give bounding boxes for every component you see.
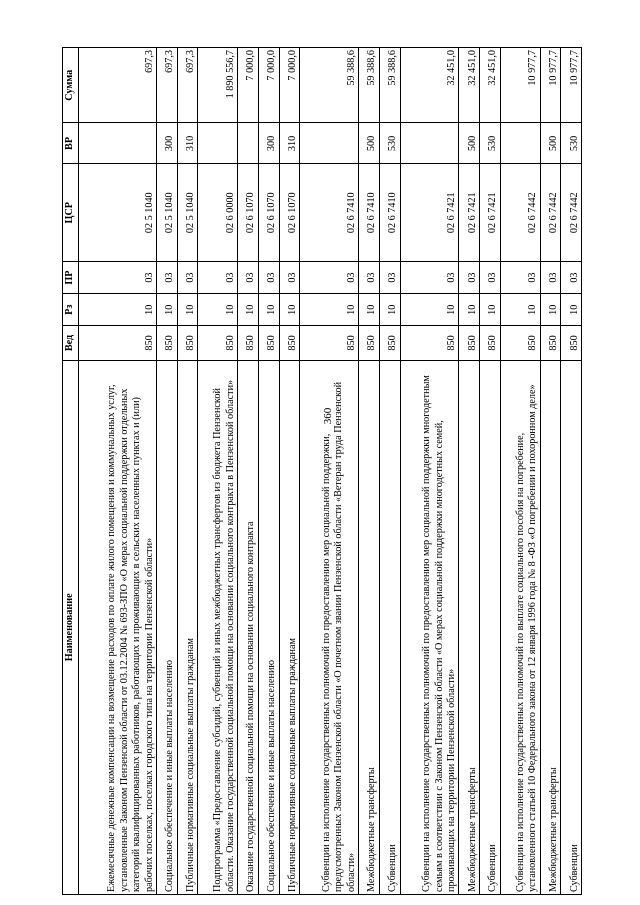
cell-ved: 850 — [157, 326, 178, 360]
cell-name: Подпрограмма «Предоставление субсидий, субвенций и иных межбюджетных трансфертов из бюджета Пензенской области. Оказание государственной социальной помощи на основании социального контракта в Пензенской области» — [198, 360, 238, 894]
table-row — [157, 48, 178, 895]
cell-vr: 300 — [258, 123, 279, 164]
cell-ved: 850 — [258, 326, 279, 360]
cell-ved: 850 — [279, 326, 300, 360]
header-ved: Вед — [63, 326, 79, 360]
cell-pr: 03 — [157, 262, 178, 294]
cell-csr: 02 6 7410 — [359, 164, 380, 262]
cell-rz: 10 — [359, 294, 380, 326]
cell-name: Субвенции на исполнение государственных полномочий по выплате социального пособия на погребение, установленного статьей 10 Федерального закона от 12 января 1996 года № 8 -ФЗ «О погребении и похоронном деле» — [500, 360, 540, 894]
cell-pr: 03 — [480, 262, 501, 294]
cell-vr — [500, 123, 540, 164]
table-row — [561, 48, 582, 895]
cell-rz: 10 — [480, 294, 501, 326]
cell-pr: 03 — [258, 262, 279, 294]
cell-pr: 03 — [400, 262, 459, 294]
cell-sum: 59 388,6 — [359, 48, 380, 123]
cell-rz: 10 — [79, 294, 157, 326]
cell-rz: 10 — [459, 294, 480, 326]
header-csr: ЦСР — [63, 164, 79, 262]
cell-ved: 850 — [459, 326, 480, 360]
cell-vr: 530 — [561, 123, 582, 164]
cell-csr: 02 6 0000 — [198, 164, 238, 262]
cell-sum: 32 451,0 — [480, 48, 501, 123]
cell-sum: 32 451,0 — [459, 48, 480, 123]
header-vr: ВР — [63, 123, 79, 164]
cell-pr: 03 — [459, 262, 480, 294]
cell-ved: 850 — [177, 326, 198, 360]
cell-rz: 10 — [561, 294, 582, 326]
cell-ved: 850 — [379, 326, 400, 360]
cell-rz: 10 — [279, 294, 300, 326]
cell-pr: 03 — [177, 262, 198, 294]
table-row — [258, 48, 279, 895]
cell-pr: 03 — [198, 262, 238, 294]
cell-rz: 10 — [238, 294, 259, 326]
cell-name: Межбюджетные трансферты — [359, 360, 380, 894]
cell-rz: 10 — [300, 294, 359, 326]
cell-csr: 02 6 7421 — [459, 164, 480, 262]
cell-name: Социальное обеспечение и иные выплаты населению — [258, 360, 279, 894]
cell-sum: 59 388,6 — [379, 48, 400, 123]
cell-ved: 850 — [198, 326, 238, 360]
cell-vr: 530 — [480, 123, 501, 164]
cell-name: Публичные нормативные социальные выплаты гражданам — [177, 360, 198, 894]
cell-name: Оказание государственной социальной помощи на основании социального контракта — [238, 360, 259, 894]
cell-ved: 850 — [540, 326, 561, 360]
cell-vr: 500 — [359, 123, 380, 164]
cell-name: Субвенции — [561, 360, 582, 894]
cell-rz: 10 — [157, 294, 178, 326]
cell-pr: 03 — [279, 262, 300, 294]
cell-sum: 1 890 556,7 — [198, 48, 238, 123]
cell-csr: 02 5 1040 — [79, 164, 157, 262]
cell-csr: 02 6 7442 — [540, 164, 561, 262]
table-row — [300, 48, 359, 895]
cell-pr: 03 — [561, 262, 582, 294]
table-row — [480, 48, 501, 895]
cell-rz: 10 — [258, 294, 279, 326]
page-number: 360 — [322, 407, 334, 425]
table-row — [500, 48, 540, 895]
cell-vr: 530 — [379, 123, 400, 164]
cell-name: Межбюджетные трансферты — [459, 360, 480, 894]
cell-csr: 02 6 7410 — [379, 164, 400, 262]
cell-vr: 310 — [177, 123, 198, 164]
table-row — [359, 48, 380, 895]
cell-name: Ежемесячные денежные компенсации на возмещение расходов по оплате жилого помещения и коммунальных услуг, установленные Законом Пензенской области от 03.12.2004 № 693-ЗПО «О мерах социальной поддержки отдельных категорий квалифицированных работников, работающих и проживающих в сельских населенных пунктах и (или) рабочих поселках, поселках городского типа на территории Пензенской области» — [79, 360, 157, 894]
header-sum: Сумма — [63, 48, 79, 123]
cell-sum: 10 977,7 — [500, 48, 540, 123]
cell-pr: 03 — [540, 262, 561, 294]
cell-csr: 02 5 1040 — [177, 164, 198, 262]
cell-csr: 02 6 1070 — [238, 164, 259, 262]
cell-pr: 03 — [500, 262, 540, 294]
cell-rz: 10 — [540, 294, 561, 326]
header-pr: ПР — [63, 262, 79, 294]
cell-sum: 7 000,0 — [238, 48, 259, 123]
cell-name: Субвенции — [480, 360, 501, 894]
cell-pr: 03 — [379, 262, 400, 294]
cell-pr: 03 — [79, 262, 157, 294]
cell-vr: 300 — [157, 123, 178, 164]
cell-rz: 10 — [500, 294, 540, 326]
table-row — [459, 48, 480, 895]
header-rz: Рз — [63, 294, 79, 326]
cell-sum: 697,3 — [177, 48, 198, 123]
cell-sum: 7 000,0 — [258, 48, 279, 123]
cell-csr: 02 6 1070 — [258, 164, 279, 262]
table-row — [400, 48, 459, 895]
cell-sum: 697,3 — [79, 48, 157, 123]
cell-ved: 850 — [400, 326, 459, 360]
cell-vr: 500 — [459, 123, 480, 164]
cell-sum: 697,3 — [157, 48, 178, 123]
budget-table-rotated — [62, 47, 582, 895]
table-row — [198, 48, 238, 895]
cell-rz: 10 — [198, 294, 238, 326]
table-row — [379, 48, 400, 895]
cell-name: Социальное обеспечение и иные выплаты населению — [157, 360, 178, 894]
cell-csr: 02 5 1040 — [157, 164, 178, 262]
cell-vr — [300, 123, 359, 164]
cell-ved: 850 — [79, 326, 157, 360]
cell-ved: 850 — [300, 326, 359, 360]
cell-sum: 10 977,7 — [561, 48, 582, 123]
cell-vr — [198, 123, 238, 164]
cell-csr: 02 6 7421 — [400, 164, 459, 262]
cell-name: Субвенции на исполнение государственных полномочий по предоставлению мер социальной поддержки, предусмотренных Законом Пензенской области «О почетном звании Пензенской области «Ветеран труда Пензенской области» — [300, 360, 359, 894]
cell-sum: 32 451,0 — [400, 48, 459, 123]
cell-csr: 02 6 7421 — [480, 164, 501, 262]
cell-sum: 7 000,0 — [279, 48, 300, 123]
cell-name: Субвенции на исполнение государственных полномочий по предоставлению мер социальной поддержки многодетным семьям в соответствии с Законом Пензенской области «О мерах социальной поддержки многодетных семей, проживающих на территории Пензенской области» — [400, 360, 459, 894]
cell-vr — [79, 123, 157, 164]
table-row — [540, 48, 561, 895]
cell-name: Субвенции — [379, 360, 400, 894]
cell-ved: 850 — [500, 326, 540, 360]
cell-pr: 03 — [300, 262, 359, 294]
cell-vr: 310 — [279, 123, 300, 164]
table-header-row — [63, 48, 79, 895]
cell-ved: 850 — [359, 326, 380, 360]
cell-name: Публичные нормативные социальные выплаты гражданам — [279, 360, 300, 894]
table-row — [238, 48, 259, 895]
cell-sum: 10 977,7 — [540, 48, 561, 123]
cell-name: Межбюджетные трансферты — [540, 360, 561, 894]
header-name: Наименование — [63, 360, 79, 894]
cell-rz: 10 — [177, 294, 198, 326]
cell-sum: 59 388,6 — [300, 48, 359, 123]
cell-csr: 02 6 1070 — [279, 164, 300, 262]
cell-ved: 850 — [561, 326, 582, 360]
cell-ved: 850 — [480, 326, 501, 360]
cell-vr — [400, 123, 459, 164]
cell-csr: 02 6 7442 — [500, 164, 540, 262]
cell-pr: 03 — [359, 262, 380, 294]
table-row — [177, 48, 198, 895]
cell-vr — [238, 123, 259, 164]
budget-table — [62, 47, 582, 895]
cell-vr: 500 — [540, 123, 561, 164]
cell-pr: 03 — [238, 262, 259, 294]
cell-csr: 02 6 7410 — [300, 164, 359, 262]
table-row — [279, 48, 300, 895]
cell-ved: 850 — [238, 326, 259, 360]
cell-rz: 10 — [400, 294, 459, 326]
cell-rz: 10 — [379, 294, 400, 326]
table-row — [79, 48, 157, 895]
cell-csr: 02 6 7442 — [561, 164, 582, 262]
